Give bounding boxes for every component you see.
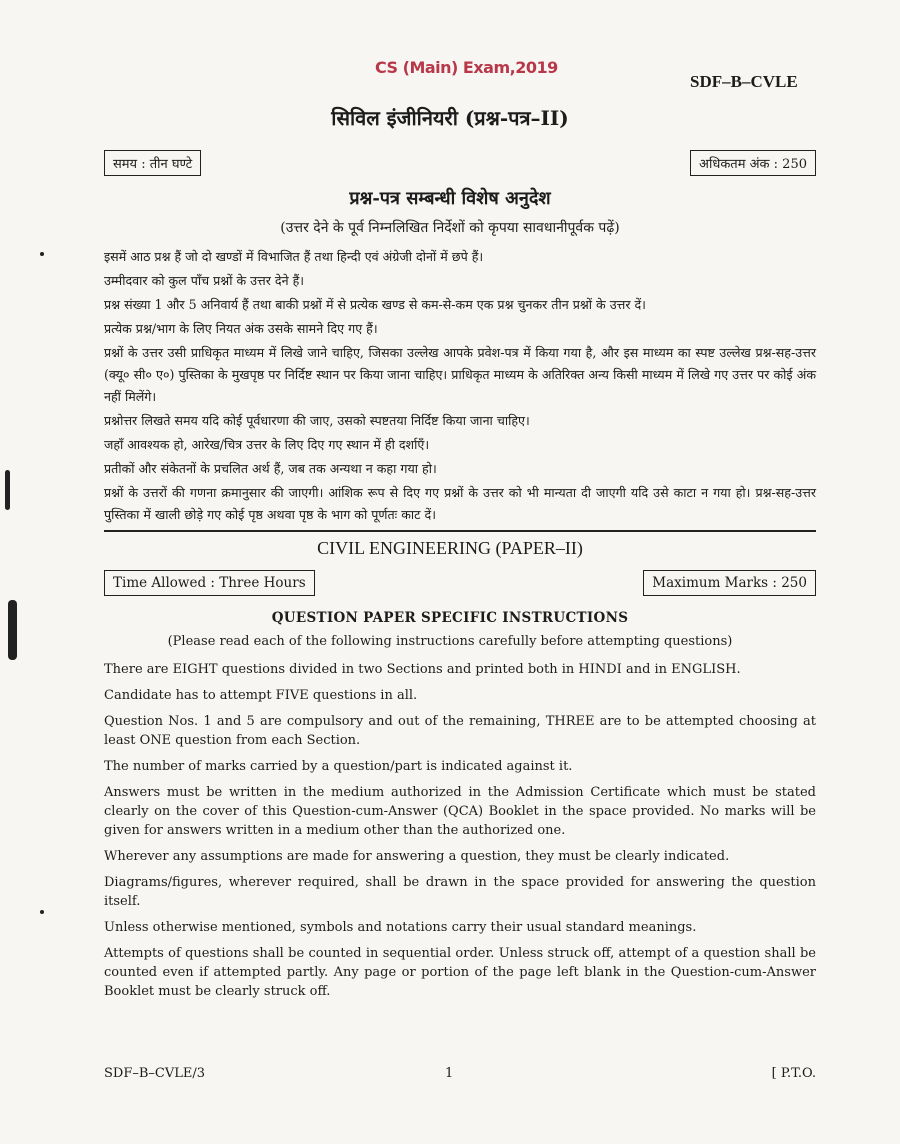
max-marks-hindi: अधिकतम अंक : 250 [690, 150, 816, 176]
time-allowed-english: Time Allowed : Three Hours [104, 570, 315, 596]
paper-code: SDF–B–CVLE [690, 72, 798, 91]
instructions-note-hindi: (उत्तर देने के पूर्व निम्नलिखित निर्देशों को कृपया सावधानीपूर्वक पढ़ें) [280, 220, 620, 236]
max-marks-english: Maximum Marks : 250 [643, 570, 816, 596]
instruction-item: The number of marks carried by a question/part is indicated against it. [104, 759, 573, 774]
page-title-english: CIVIL ENGINEERING (PAPER–II) [317, 538, 583, 558]
instruction-item: इसमें आठ प्रश्न हैं जो दो खण्डों में विभाजित हैं तथा हिन्दी एवं अंग्रेजी दोनों में छपे हैं। [104, 249, 484, 264]
instructions-heading-english: QUESTION PAPER SPECIFIC INSTRUCTIONS [271, 610, 629, 626]
page-title-hindi: सिविल इंजीनियरी (प्रश्न-पत्र–II) [331, 106, 569, 130]
time-allowed-hindi: समय : तीन घण्टे [104, 150, 201, 176]
instruction-item: उम्मीदवार को कुल पाँच प्रश्नों के उत्तर देने हैं। [104, 273, 305, 288]
instruction-item: प्रश्नों के उत्तर उसी प्राधिकृत माध्यम में लिखे जाने चाहिए, जिसका उल्लेख आपके प्रवेश-पत्र में किया गया है, और इस माध्यम का स्पष्ट उल्लेख प्रश्न-सह-उत्तर (क्यू० सी० ए०) पुस्तिका के मुखपृष्ठ पर निर्दिष्ट स्थान पर किया जाना चाहिए। प्राधिकृत माध्यम के अतिरिक्त अन्य किसी माध्यम में लिखे गए उत्तर पर कोई अंक नहीं मिलेंगे। [104, 345, 816, 404]
instruction-item: प्रश्नोत्तर लिखते समय यदि कोई पूर्वधारणा की जाए, उसको स्पष्टतया निर्दिष्ट किया जाना चाहिए। [104, 413, 530, 428]
instruction-item: Question Nos. 1 and 5 are compulsory and out of the remaining, THREE are to be attempted choosing at least ONE question from each Section. [104, 714, 816, 748]
instructions-list-english [104, 660, 816, 1008]
instruction-item: प्रश्नों के उत्तरों की गणना क्रमानुसार की जाएगी। आंशिक रूप से दिए गए प्रश्नों के उत्तर को भी मान्यता दी जाएगी यदि उसे काटा न गया हो। प्रश्न-सह-उत्तर पुस्तिका में खाली छोड़े गए कोई पृष्ठ अथवा पृष्ठ के भाग को पूर्णतः काट दें। [104, 485, 816, 522]
instructions-heading-hindi: प्रश्न-पत्र सम्बन्धी विशेष अनुदेश [349, 188, 551, 209]
instructions-list-hindi [104, 246, 816, 528]
instruction-item: प्रतीकों और संकेतनों के प्रचलित अर्थ हैं, जब तक अन्यथा न कहा गया हो। [104, 461, 437, 476]
footer-paper-code: SDF–B–CVLE/3 [104, 1066, 206, 1081]
scan-mark [5, 470, 10, 510]
instructions-note-english: (Please read each of the following instructions carefully before attempting questions) [167, 634, 733, 649]
instruction-item: प्रत्येक प्रश्न/भाग के लिए नियत अंक उसके सामने दिए गए हैं। [104, 321, 378, 336]
section-divider [104, 530, 816, 532]
exam-stamp: CS (Main) Exam,2019 [375, 58, 558, 77]
instruction-item: There are EIGHT questions divided in two Sections and printed both in HINDI and in ENGLISH. [104, 662, 741, 677]
please-turn-over: [ P.T.O. [771, 1066, 816, 1081]
instruction-item: Attempts of questions shall be counted in sequential order. Unless struck off, attempt of a question shall be counted even if attempted partly. Any page or portion of the page left blank in the Question-cum-Answer Booklet must be clearly struck off. [104, 946, 816, 999]
instruction-item: Unless otherwise mentioned, symbols and notations carry their usual standard meanings. [104, 920, 697, 935]
instruction-item: प्रश्न संख्या 1 और 5 अनिवार्य हैं तथा बाकी प्रश्नों में से प्रत्येक खण्ड से कम-से-कम एक प्रश्न चुनकर तीन प्रश्नों के उत्तर दें। [104, 297, 646, 312]
page-number: 1 [445, 1066, 454, 1081]
instruction-item: जहाँ आवश्यक हो, आरेख/चित्र उत्तर के लिए दिए गए स्थान में ही दर्शाएँ। [104, 437, 430, 452]
instruction-item: Wherever any assumptions are made for answering a question, they must be clearly indicated. [104, 849, 730, 864]
instruction-item: Candidate has to attempt FIVE questions in all. [104, 688, 418, 703]
scan-mark [8, 600, 17, 660]
scan-mark [40, 910, 44, 914]
scan-mark [40, 252, 44, 256]
instruction-item: Diagrams/figures, wherever required, shall be drawn in the space provided for answering the question itself. [104, 875, 816, 909]
instruction-item: Answers must be written in the medium authorized in the Admission Certificate which must be stated clearly on the cover of this Question-cum-Answer (QCA) Booklet in the space provided. No marks will be given for answers written in a medium other than the authorized one. [104, 785, 816, 838]
